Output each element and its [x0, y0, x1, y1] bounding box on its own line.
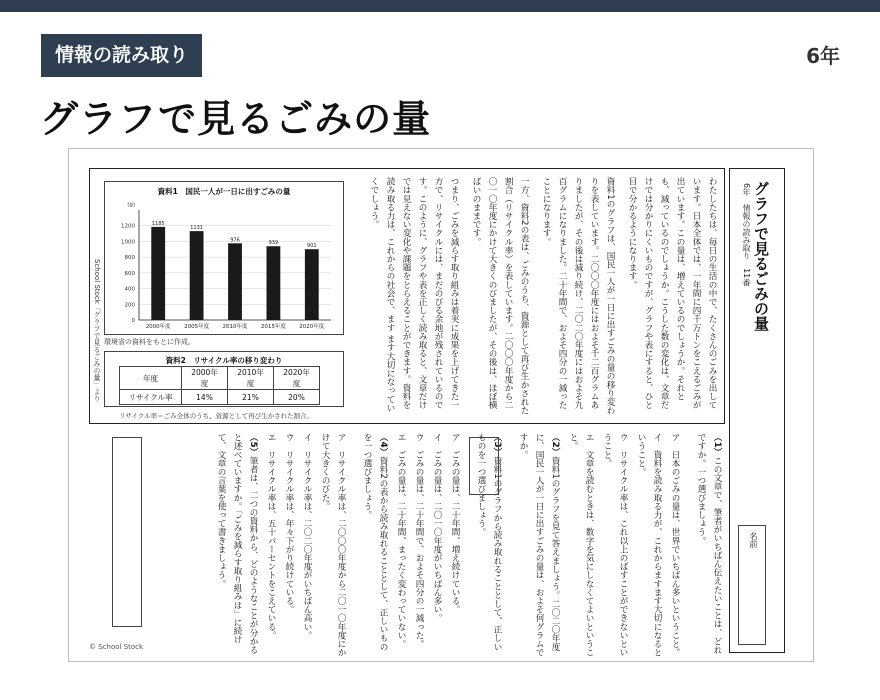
- x-tick-label: 2010年度: [222, 324, 248, 330]
- option[interactable]: エ ごみの量は、二十年間、まったく変わっていない。: [396, 433, 406, 648]
- table-header: 年度: [120, 367, 182, 390]
- option[interactable]: イ リサイクル率は、二〇二〇年度がいちばん高い。: [302, 433, 312, 640]
- answer-box-5[interactable]: [112, 437, 142, 627]
- table-cell: 20%: [274, 390, 320, 405]
- table-header-row: [120, 367, 320, 390]
- option[interactable]: イ ごみの量は、二〇一〇年度がいちばん多い。: [432, 433, 442, 623]
- question-5: [213, 433, 261, 657]
- figure-1-note: 環境省の資料をもとに作成。: [104, 338, 195, 346]
- source-credit: School Stock「グラフで見るごみの量」より: [93, 259, 101, 402]
- table-cell: 21%: [228, 390, 274, 405]
- option[interactable]: エ リサイクル率は、五十パーセントをこえている。: [266, 433, 276, 640]
- question-number: （5）: [248, 433, 258, 457]
- option[interactable]: ウ リサイクル率は、年々下がり続けている。: [284, 433, 294, 614]
- worksheet-preview: [68, 148, 814, 662]
- data-label: 1131: [190, 225, 203, 232]
- question-text: 資料1のグラフから読み取れることとして、正しいものを一つ選びましょう。: [476, 433, 502, 651]
- worksheet-subtitle: 6年 情報の読み取り 11番: [742, 183, 751, 287]
- table-row-label: リサイクル率: [120, 390, 182, 405]
- y-tick-label: 400: [124, 286, 135, 293]
- page-title: グラフで見るごみの量: [40, 97, 432, 141]
- worksheet-title: グラフで見るごみの量: [752, 181, 770, 331]
- question-number: （2）: [550, 433, 560, 457]
- table-header: 2000年度: [182, 367, 228, 390]
- bar: [151, 227, 165, 320]
- data-label: 901: [307, 243, 317, 250]
- worksheet-header: [729, 168, 785, 653]
- top-bar: [0, 0, 880, 12]
- x-tick-label: 2020年度: [299, 324, 325, 330]
- data-label: 976: [230, 237, 240, 244]
- question-number: （4）: [378, 433, 388, 457]
- question-text: この文章で、筆者がいちばん伝えたいことは、どれですか。一つ選びましょう。: [696, 433, 722, 654]
- bar: [190, 231, 204, 320]
- option[interactable]: ウ ごみの量は、二十年間で、およそ四分の一減った。: [414, 433, 424, 648]
- question-text: 資料2の表から読み取れることとして、正しいものを一つ選びましょう。: [362, 433, 388, 651]
- bar: [266, 246, 280, 320]
- name-label: 名前: [749, 532, 758, 548]
- y-tick-label: 800: [124, 255, 135, 262]
- recycle-table: [119, 366, 320, 405]
- answer-box-2[interactable]: [469, 437, 499, 495]
- figure-2-table: [104, 351, 344, 407]
- copyright: © School Stock: [89, 643, 144, 651]
- questions-section: [143, 433, 725, 657]
- name-field[interactable]: [738, 525, 766, 645]
- y-tick-label: 0: [131, 318, 135, 324]
- figure-1-chart: [104, 181, 344, 335]
- paragraph: 資料1のグラフは、国民一人が一日に出すごみの量の移り変わりを表しています。二〇〇〇年度にはおよそ千二百グラムありましたが、その後は減り続け、二〇二〇年度にはおよそ九百グラムになりました。二十年間で、およそ四分の一減ったことになります。: [541, 177, 615, 415]
- table-title: 資料2 リサイクル率の移り変わり: [165, 356, 283, 365]
- x-tick-label: 2000年度: [145, 324, 171, 330]
- reading-text: [364, 177, 720, 417]
- table-header: 2010年度: [228, 367, 274, 390]
- category-tag: 情報の読み取り: [41, 34, 202, 77]
- x-tick-label: 2005年度: [184, 324, 210, 330]
- table-header: 2020年度: [274, 367, 320, 390]
- bar: [305, 249, 319, 320]
- question-number: （1）: [712, 433, 722, 457]
- figure-2-note: リサイクル率＝ごみ全体のうち、資源として再び生かされた割合。: [119, 412, 314, 420]
- question-text: 筆者は、二つの資料から、どのようなことが分かると述べていますか。「ごみを減らす取り組みは」に続けて、文章の言葉を使って書きましょう。: [216, 433, 258, 654]
- bar-chart: [105, 196, 343, 332]
- option[interactable]: ア 日本のごみの量は、世界でいちばん多いということ。: [670, 433, 680, 657]
- question-4: [359, 433, 391, 657]
- option[interactable]: ウ リサイクル率は、これ以上のばすことができないということ。: [602, 433, 628, 657]
- y-tick-label: 1000: [121, 239, 135, 246]
- question-1: [693, 433, 725, 657]
- option[interactable]: イ 資料を読み取る力が、これからますます大切になるということ。: [636, 433, 662, 657]
- paragraph: 一方、資料2の表は、ごみのうち、資源として再び生かされた割合（リサイクル率）を表しています。二〇〇〇年度から二〇一〇年度にかけて大きくのびましたが、その後は、ほぼ横ばいのままです。: [471, 177, 529, 415]
- question-number: （3）: [492, 433, 502, 457]
- bar: [228, 243, 242, 320]
- question-text: 資料1のグラフを見て答えましょう。二〇二〇年度に、国民一人が一日に出すごみの量は、およそ何グラムですか。: [518, 433, 560, 657]
- y-tick-label: 200: [124, 302, 135, 309]
- paragraph: つまり、ごみを減らす取り組みは着実に成果を上げてきた一方で、リサイクルには、まだのびる余地が残されているのです。このように、グラフや表を正しく読み取ると、文章だけでは見えない変化や課題をとらえることができます。資料を読み取る力は、これからの社会で、ます ます大切になっていくでしょう。: [369, 177, 459, 412]
- question-2: [515, 433, 563, 657]
- data-label: 1185: [151, 220, 165, 227]
- y-tick-label: 600: [124, 270, 135, 277]
- paragraph: わたしたちは、毎日の生活の中で、たくさんのごみを出しています。日本全体では、一年間に四千万トンをこえるごみが出ています。この量は、増えているのでしょうか。それとも、減っているのでしょうか。こうした数の変化は、文章だけでは分かりにくいものですが、グラフや表にすると、ひと目で分かるようになります。: [627, 177, 717, 410]
- option[interactable]: ア リサイクル率は、二〇〇〇年度から二〇一〇年度にかけて大きくのびた。: [320, 433, 346, 657]
- x-tick-label: 2015年度: [260, 324, 286, 330]
- grade-label: 6年: [806, 44, 840, 68]
- table-cell: 14%: [182, 390, 228, 405]
- option[interactable]: ア ごみの量は、二十年間、増え続けている。: [450, 433, 460, 614]
- y-axis-unit: (g): [127, 202, 135, 208]
- option[interactable]: エ 文章を読むときは、数字を気にしなくてよいということ。: [568, 433, 594, 657]
- data-label: 939: [268, 240, 279, 247]
- table-row: [120, 390, 320, 405]
- chart-title: 資料1 国民一人が一日に出すごみの量: [157, 187, 291, 196]
- reading-section: [89, 168, 725, 424]
- y-tick-label: 1200: [121, 223, 135, 230]
